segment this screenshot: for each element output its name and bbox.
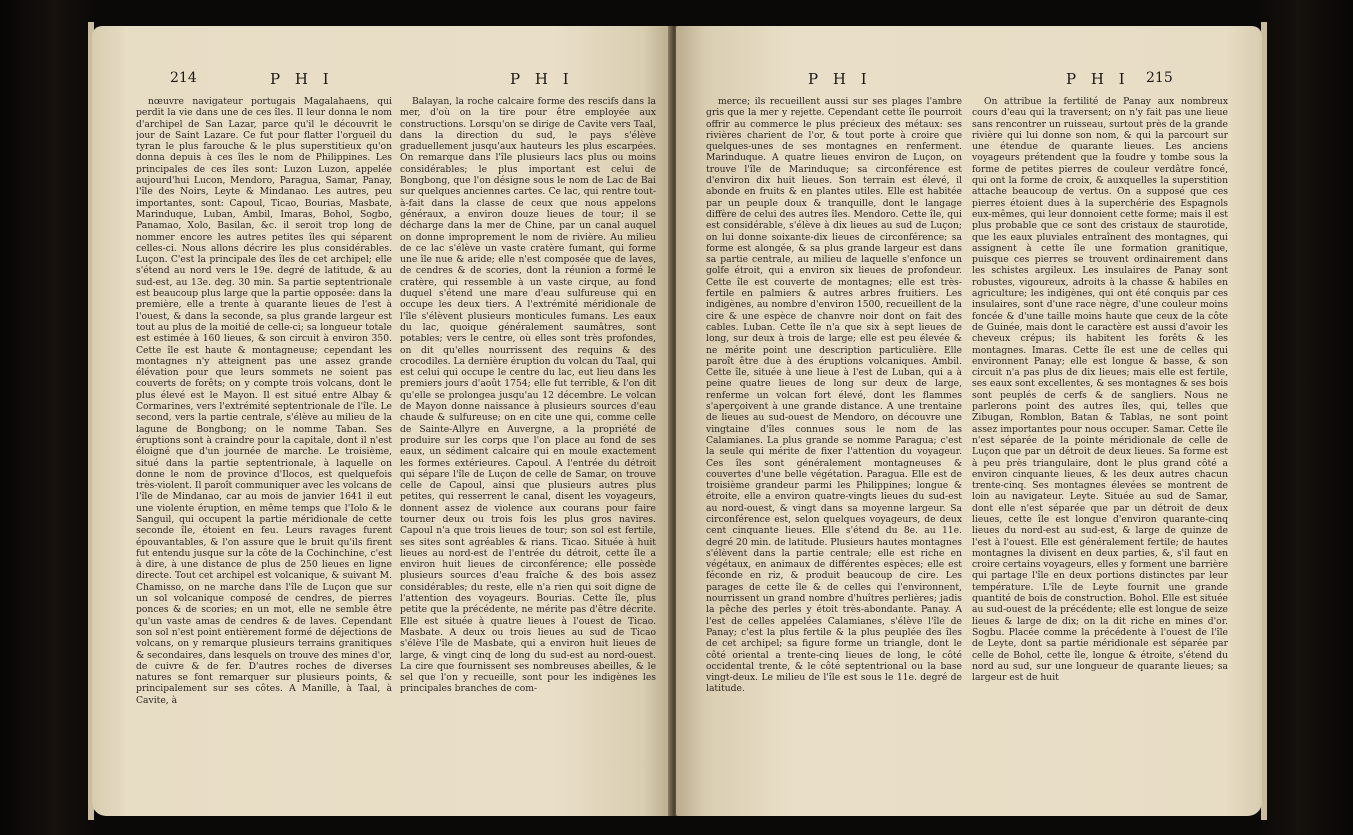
column-text: merce; ils recueillent aussi sur ses plages l'ambre gris que la mer y rejette. Cependant cette île pourroit offrir au commerce le plus précieux des métaux: ses rivières charient de l'or, & tout porte à croire que quelques-unes de ses montagnes en renferment. Marinduque. A quatre lieues environ de Luçon, on trouve l'île de Marinduque; sa circonférence est d'environ dix huit lieues. Son terrain est élevé, il abonde en fruits & en plantes utiles. Elle est habitée par un peuple doux & tranquille, dont le langage diffère de celui des autres îles. Mendoro. Cette île, qui est considérable, s'élève à dix lieues au sud de Luçon; on lui donne soixante-dix lieues de circonférence; sa forme est alongée, & sa plus grande largeur est dans sa partie centrale, au milieu de laquelle s'enfonce un golfe étroit, qui a environ six lieues de profondeur. Cette île est couverte de montagnes; elle est très-fertile en palmiers & autres arbres fruitiers. Les indigènes, au nombre d'environ 1500, recueillent de la cire & une espèce de chanvre noir dont on fait des cables. Luban. Cette île n'a que six à sept lieues de long, sur deux à trois de large; elle est peu élevée & ne mérite point une description particulière. Elle paroît être due à des éruptions volcaniques. Ambil. Cette île, située à une lieue à l'est de Luban, qui a à peine quatre lieues de long sur deux de large, renferme un volcan fort élevé, dont les flammes s'aperçoivent à une grande distance. A une trentaine de lieues au sud-ouest de Mendoro, on découvre une vingtaine d'îles connues sous le nom de las Calamianes. La plus grande se nomme Paragua; c'est la seule qui mérite de fixer l'attention du voyageur. Ces îles sont généralement montagneuses & couvertes d'une belle végétation. Paragua. Elle est de troisième grandeur parmi les Philippines; longue & étroite, elle a environ quatre-vingts lieues du sud-est au nord-ouest, & vingt dans sa moyenne largeur. Sa circonférence est, selon quelques voyageurs, de deux cent cinquante lieues. Elle s'étend du 8e. au 11e. degré 20 min. de latitude. Plusieurs hautes montagnes s'élèvent dans la partie centrale; elle est riche en végétaux, en animaux de différentes espèces; elle est féconde en riz, & produit beaucoup de cire. Les parages de cette île & de celles qui l'environnent, nourrissent un grand nombre d'huîtres perlières; jadis la pêche des perles y étoit très-abondante. Panay. A l'est de celles appelées Calamianes, s'élève l'île de Panay; c'est la plus fertile & la plus peuplée des îles de cet archipel; sa figure forme un triangle, dont le côté oriental a trente-cinq lieues de long, le côté occidental trente, & le côté septentrional ou la base vingt-deux. Le milieu de l'île est sous le 11e. degré de latitude. — [706, 96, 962, 695]
column-text: nœuvre navigateur portugais Magalahaens, qui perdit la vie dans une de ces îles. Il leur donna le nom d'archipel de San Lazar, parce qu'il le découvrit le jour de Saint Lazare. Ce fut pour flatter l'orgueil du tyran le plus farouche & le plus superstitieux qu'on donna depuis à ces îles le nom de Philippines. Les principales de ces îles sont: Luzon Luzon, appelée aujourd'hui Lucon, Mendoro, Paragua, Samar, Panay, l'île des Noirs, Leyte & Mindanao. Les autres, peu importantes, sont: Capoul, Ticao, Bourias, Masbate, Marinduque, Luban, Ambil, Imaras, Bohol, Sogbo, Panamao, Xolo, Basilan, &c. il seroit trop long de nommer encore les autres petites îles qui séparent celles-ci. Nous allons décrire les plus considérables. Luçon. C'est la principale des îles de cet archipel; elle s'étend au nord vers le 19e. degré de latitude, & au sud-est, au 13e. deg. 30 min. Sa partie septentrionale est beaucoup plus large que la partie opposée: dans la première, elle a trente à quarante lieues de l'est à l'ouest, & dans la seconde, sa plus grande largeur est tout au plus de la moitié de celle-ci; sa longueur totale est estimée à 160 lieues, & son circuit à environ 350. Cette île est haute & montagneuse; cependant les montagnes n'y atteignent pas une assez grande élévation pour que leurs sommets ne soient pas couverts de forêts; on y compte trois volcans, dont le plus élevé est le Mayon. Il est situé entre Albay & Cormarines, vers l'extrémité septentrionale de l'île. Le second, vers la partie centrale, s'élève au milieu de la lagune de Bongbong; on le nomme Taban. Ses éruptions sont à craindre pour la capitale, dont il n'est éloigné que d'un journée de marche. Le troisième, situé dans la partie septentrionale, à laquelle on donne le nom de province d'Ilocos, est quelquefois très-violent. Il paroît communiquer avec les volcans de l'île de Mindanao, car au mois de janvier 1641 il eut une violente éruption, en même temps que l'Iolo & le Sanguil, qui occupent la partie méridionale de cette seconde île, étoient en feu. Leurs ravages furent épouvantables, & l'on assure que le bruit qu'ils firent fut entendu jusque sur la côte de la Cochinchine, c'est à dire, à une distance de plus de 250 lieues en ligne directe. Tout cet archipel est volcanique, & suivant M. Chamisso, on ne marche dans l'île de Luçon que sur un sol volcanique composé de cendres, de pierres ponces & de scories; en un mot, elle ne semble être qu'un vaste amas de cendres & de laves. Cependant son sol n'est point entièrement formé de déjections de volcans, on y remarque plusieurs terrains granitiques & secondaires, dans lesquels on trouve des mines d'or, de cuivre & de fer. D'autres roches de diverses natures se font remarquer sur plusieurs points, & principalement sur ses côtes. A Manille, à Taal, à Cavite, à — [136, 96, 392, 706]
left-running-head-1: P H I — [270, 70, 334, 88]
right-page-column-2 — [972, 96, 1228, 808]
left-page-number: 214 — [170, 70, 197, 86]
right-page — [676, 26, 1262, 816]
column-text: On attribue la fertilité de Panay aux nombreux cours d'eau qui la traversent; on n'y fait pas une lieue sans rencontrer un ruisseau, surtout près de la grande rivière qui lui donne son nom, & qui la parcourt sur une étendue de quarante lieues. Les anciens voyageurs prétendent que la foudre y tombe sous la forme de petites pierres de couleur verdâtre foncé, qui ont la forme de croix, & auxquelles la superstition attache beaucoup de vertus. On a supposé que ces pierres étoient dues à la superchérie des Espagnols eux-mêmes, qui leur donnoient cette forme; mais il est plus probable que ce sont des cristaux de staurotide, que les eaux pluviales entraînent des montagnes, qui assignent à cette île une formation granitique, puisque ces pierres se trouvent ordinairement dans les schistes argileux. Les insulaires de Panay sont robustes, vigoureux, adroits à la chasse & habiles en agriculture; les indigènes, qui ont été conquis par ces insulaires, sont d'une race nègre, d'une couleur moins foncée & d'une taille moins haute que ceux de la côte de Guinée, mais dont le caractère est aussi d'avoir les cheveux crépus; ils habitent les forêts & les montagnes. Imaras. Cette île est une de celles qui environnent Panay; elle est longue & basse, & son circuit n'a pas plus de dix lieues; mais elle est fertile, ses eaux sont excellentes, & ses montagnes & ses bois sont peuplés de cerfs & de sangliers. Nous ne parlerons point des autres îles, qui, telles que Zibugan, Romblon, Batan & Tablas, ne sont point assez importantes pour nous occuper. Samar. Cette île n'est séparée de la pointe méridionale de celle de Luçon que par un détroit de deux lieues. Sa forme est à peu près triangulaire, dont le plus grand côté a environ cinquante lieues, & les deux autres chacun trente-cinq. Ses montagnes élevées se montrent de loin au navigateur. Leyte. Située au sud de Samar, dont elle n'est séparée que par un détroit de deux lieues, cette île est longue d'environ quarante-cinq lieues du nord-est au sud-est, & large de quinze de l'est à l'ouest. Elle est généralement fertile; de hautes montagnes la divisent en deux parties, &, s'il faut en croire certains voyageurs, elles y forment une barrière qui partage l'île en deux portions distinctes par leur température. L'île de Leyte fournit une grande quantité de bois de construction. Bohol. Elle est située au sud-ouest de la précédente; elle est longue de seize lieues & large de dix; on la dit riche en mines d'or. Sogbu. Placée comme la précédente à l'ouest de l'île de Leyte, dont sa partie méridionale est séparée par celle de Bohol, cette île, longue & étroite, s'étend du nord au sud, sur une longueur de quarante lieues; sa largeur est de huit — [972, 96, 1228, 684]
left-page — [92, 26, 672, 816]
right-running-head-2: P H I — [1066, 70, 1130, 88]
right-running-head-1: P H I — [808, 70, 872, 88]
right-page-number: 215 — [1146, 70, 1173, 86]
left-running-head-2: P H I — [510, 70, 574, 88]
left-page-column-2 — [400, 96, 656, 808]
left-page-column-1 — [136, 96, 392, 808]
column-text: Balayan, la roche calcaire forme des rescifs dans la mer, d'où on la tire pour être employée aux constructions. Lorsqu'on se dirige de Cavite vers Taal, dans la direction du sud, le pays s'élève graduellement jusqu'aux hauteurs les plus escarpées. On remarque dans l'île plusieurs lacs plus ou moins considérables; le plus important est celui de Bongbong, que l'on désigne sous le nom de Lac de Bai sur quelques anciennes cartes. Ce lac, qui rentre tout-à-fait dans la classe de ceux que nous appelons généraux, a environ douze lieues de tour; il se décharge dans la mer de Chine, par un canal auquel on donne improprement le nom de rivière. Au milieu de ce lac s'élève un vaste cratère fumant, qui forme une île nue & aride; elle n'est composée que de laves, de cendres & de scories, dont la réunion a formé le cratère, qui ressemble à un vaste cirque, au fond duquel s'étend une mare d'eau sulfureuse qui en occupe les deux tiers. A l'extrémité méridionale de l'île s'élèvent plusieurs monticules fumans. Les eaux du lac, quoique généralement saumâtres, sont potables; vers le centre, où elles sont très profondes, on dit qu'elles nourrissent des requins & des crocodiles. La dernière éruption du volcan du Taal, qui est celui qui occupe le centre du lac, eut lieu dans les premiers jours d'août 1754; elle fut terrible, & l'on dit qu'elle se prolongea jusqu'au 12 décembre. Le volcan de Mayon donne naissance à plusieurs sources d'eau chaude & sulfureuse; on en cite une qui, comme celle de Sainte-Allyre en Auvergne, a la propriété de produire sur les corps que l'on place au fond de ses eaux, un sédiment calcaire qui en moule exactement les formes extérieures. Capoul. A l'entrée du détroit qui sépare l'île de Luçon de celle de Samar, on trouve celle de Capoul, ainsi que plusieurs autres plus petites, qui resserrent le canal, disent les voyageurs, donnent assez de violence aux courans pour faire tourner deux ou trois fois les plus gros navires. Capoul n'a que trois lieues de tour; son sol est fertile, ses sites sont agréables & rians. Ticao. Située à huit lieues au nord-est de l'entrée du détroit, cette île a environ huit lieues de circonférence; elle possède plusieurs sources d'eau fraîche & des bois assez considérables; du reste, elle n'a rien qui soit digne de l'attention des voyageurs. Bourias. Cette île, plus petite que la précédente, ne mérite pas d'être décrite. Elle est située à quatre lieues à l'ouest de Ticao. Masbate. A deux ou trois lieues au sud de Ticao s'élève l'île de Masbate, qui a environ huit lieues de large, & vingt cinq de long du sud-est au nord-ouest. La cire que fournissent ses nombreuses abeilles, & le sel que l'on y recueille, sont pour les indigènes les principales branches de com- — [400, 96, 656, 695]
right-page-column-1 — [706, 96, 962, 808]
